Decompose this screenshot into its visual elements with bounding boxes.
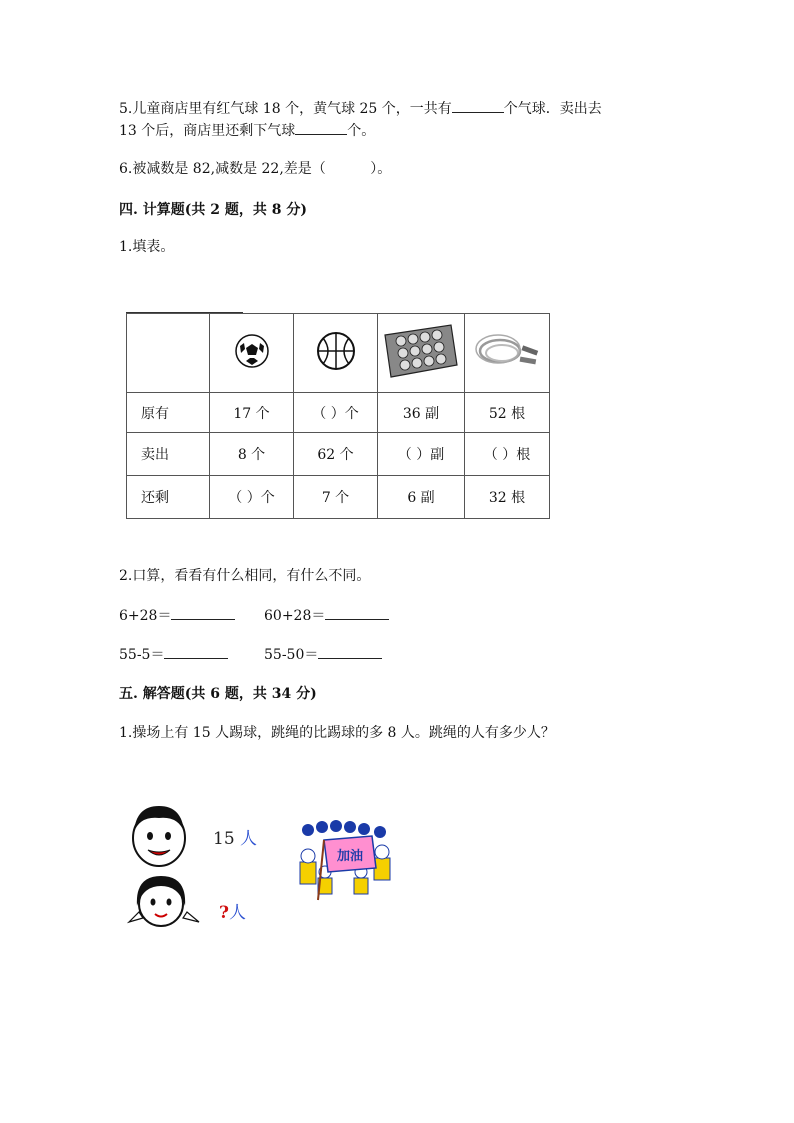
table-cell: 52 根 — [465, 393, 550, 433]
boy-unit: 人 — [240, 829, 258, 849]
table-cell: 36 副 — [378, 393, 465, 433]
section-5-title: 五. 解答题(共 6 题，共 34 分) — [119, 686, 317, 702]
cheering-crowd-icon — [294, 818, 398, 902]
table-cell: 8 个 — [210, 433, 294, 476]
boy-count: 15 — [213, 829, 235, 849]
table-cell: 62 个 — [294, 433, 378, 476]
table-cell: 6 副 — [378, 476, 465, 519]
q5-text-1: 5.儿童商店里有红气球 18 个，黄气球 25 个，一共有 — [119, 101, 452, 117]
soccer-ball-icon — [232, 331, 272, 371]
s4-question-1: 1.填表。 — [119, 239, 175, 255]
question-5-line-2 — [119, 120, 375, 140]
table-cell[interactable]: （ ）个 — [210, 476, 294, 519]
q5-answer-blank-2[interactable] — [295, 120, 347, 135]
table-row — [127, 393, 550, 433]
calc-answer-blank[interactable] — [164, 644, 228, 659]
banner-text: 加油 — [336, 848, 364, 863]
calc-item — [264, 644, 382, 664]
header-soccer — [210, 314, 294, 393]
calc-expression: 6+28＝ — [119, 608, 172, 624]
basketball-icon — [315, 330, 357, 372]
q5-answer-blank-1[interactable] — [452, 98, 504, 113]
s5-question-1: 1.操场上有 15 人踢球，跳绳的比踢球的多 8 人。跳绳的人有多少人？ — [119, 725, 555, 741]
table-row — [127, 476, 550, 519]
girl-face-icon — [127, 872, 203, 928]
table-cell: 7 个 — [294, 476, 378, 519]
table-cell[interactable]: （ ）根 — [465, 433, 550, 476]
calc-expression: 55-50＝ — [264, 647, 319, 663]
row-label: 卖出 — [127, 433, 210, 476]
boy-count-label — [213, 824, 257, 849]
q5-text-4: 个。 — [347, 123, 376, 139]
header-rope — [465, 314, 550, 393]
header-chess — [378, 314, 465, 393]
calc-item — [119, 605, 235, 625]
table-cell[interactable]: （ ）副 — [378, 433, 465, 476]
question-5-line-1 — [119, 98, 602, 118]
row-label: 还剩 — [127, 476, 210, 519]
jump-rope-icon — [472, 326, 542, 376]
question-6: 6.被减数是 82,减数是 22,差是（ ）。 — [119, 161, 392, 177]
boy-face-icon — [128, 800, 190, 870]
table-cell: 17 个 — [210, 393, 294, 433]
question-mark-icon: ? — [219, 903, 229, 923]
section-4-title: 四. 计算题(共 2 题，共 8 分) — [119, 202, 307, 218]
table-cell[interactable]: （ ）个 — [294, 393, 378, 433]
calc-answer-blank[interactable] — [325, 605, 389, 620]
table-row — [127, 433, 550, 476]
calc-item — [264, 605, 389, 625]
calc-expression: 55-5＝ — [119, 647, 165, 663]
fill-in-table — [126, 313, 550, 519]
q5-text-3: 13 个后，商店里还剩下气球 — [119, 123, 296, 139]
calc-item — [119, 644, 228, 664]
header-basketball — [294, 314, 378, 393]
table-header-row — [127, 314, 550, 393]
calc-answer-blank[interactable] — [171, 605, 235, 620]
q5-text-2: 个气球．卖出去 — [503, 101, 602, 117]
girl-count-label — [219, 898, 246, 923]
girl-unit: 人 — [228, 903, 246, 923]
calc-expression: 60+28＝ — [264, 608, 326, 624]
table-corner-cell — [127, 314, 210, 393]
chinese-chess-set-icon — [381, 321, 461, 381]
s4-question-2: 2.口算，看看有什么相同，有什么不同。 — [119, 568, 371, 584]
table-cell: 32 根 — [465, 476, 550, 519]
calc-answer-blank[interactable] — [318, 644, 382, 659]
row-label: 原有 — [127, 393, 210, 433]
